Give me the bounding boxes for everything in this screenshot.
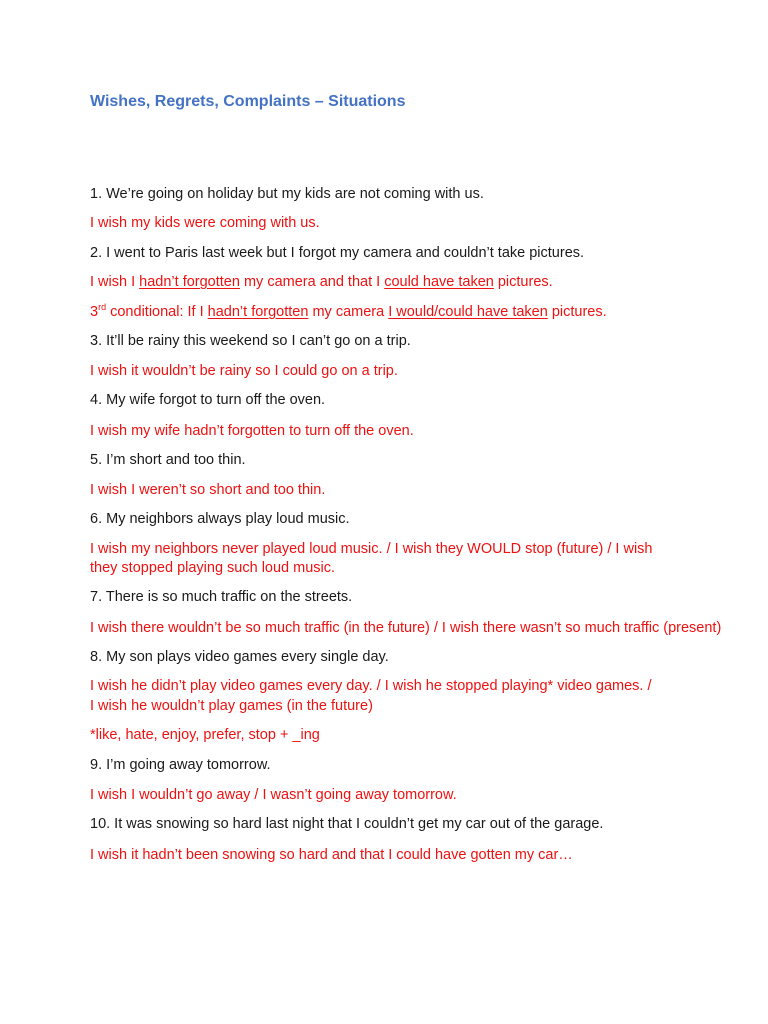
answer-2-underlined: hadn’t forgotten	[139, 274, 240, 290]
answer-3: I wish it wouldn’t be rainy so I could go on a trip.	[90, 363, 398, 379]
answer-7: I wish there wouldn’t be so much traffic (in the future) / I wish there wasn’t so much traffic (present)	[90, 620, 722, 636]
question-1: 1. We’re going on holiday but my kids are not coming with us.	[90, 186, 484, 202]
answer-6-line-1: I wish my neighbors never played loud music. / I wish they WOULD stop (future) / I wish	[90, 541, 653, 557]
answer-2-underlined: could have taken	[384, 274, 494, 290]
answer-6-line-2: they stopped playing such loud music.	[90, 560, 336, 576]
question-10: 10. It was snowing so hard last night that I couldn’t get my car out of the garage.	[90, 816, 604, 832]
question-7: 7. There is so much traffic on the streets.	[90, 589, 353, 605]
answer-8-line-1: I wish he didn’t play video games every day. / I wish he stopped playing* video games. /	[90, 678, 652, 694]
answer-2-text: my camera and that I	[239, 274, 385, 290]
answer-10: I wish it hadn’t been snowing so hard and that I could have gotten my car…	[90, 847, 573, 863]
note-2-underlined: I would/could have taken	[388, 304, 548, 320]
note-2-text: conditional: If I	[106, 304, 208, 320]
question-8: 8. My son plays video games every single day.	[90, 649, 389, 665]
question-2: 2. I went to Paris last week but I forgot my camera and couldn’t take pictures.	[90, 245, 585, 261]
note-2-text: my camera	[308, 304, 389, 320]
answer-8-line-2: I wish he wouldn’t play games (in the future)	[90, 698, 373, 714]
answer-2	[90, 272, 553, 292]
answer-9: I wish I wouldn’t go away / I wasn’t going away tomorrow.	[90, 787, 457, 803]
question-9: 9. I’m going away tomorrow.	[90, 757, 271, 773]
note-2-text: 3	[90, 304, 99, 320]
question-5: 5. I’m short and too thin.	[90, 452, 246, 468]
answer-4: I wish my wife hadn’t forgotten to turn off the oven.	[90, 423, 414, 439]
note-2	[90, 302, 607, 322]
answer-2-text: pictures.	[493, 274, 553, 290]
page-title: Wishes, Regrets, Complaints – Situations	[90, 93, 406, 110]
note-8: *like, hate, enjoy, prefer, stop + _ing	[90, 727, 320, 743]
question-3: 3. It’ll be rainy this weekend so I can’t go on a trip.	[90, 333, 411, 349]
answer-5: I wish I weren’t so short and too thin.	[90, 482, 326, 498]
question-4: 4. My wife forgot to turn off the oven.	[90, 392, 326, 408]
answer-2-text: I wish I	[90, 274, 140, 290]
question-6: 6. My neighbors always play loud music.	[90, 511, 350, 527]
note-2-superscript: rd	[98, 302, 107, 312]
note-2-text: pictures.	[547, 304, 607, 320]
answer-1: I wish my kids were coming with us.	[90, 215, 320, 231]
note-2-underlined: hadn’t forgotten	[207, 304, 309, 320]
